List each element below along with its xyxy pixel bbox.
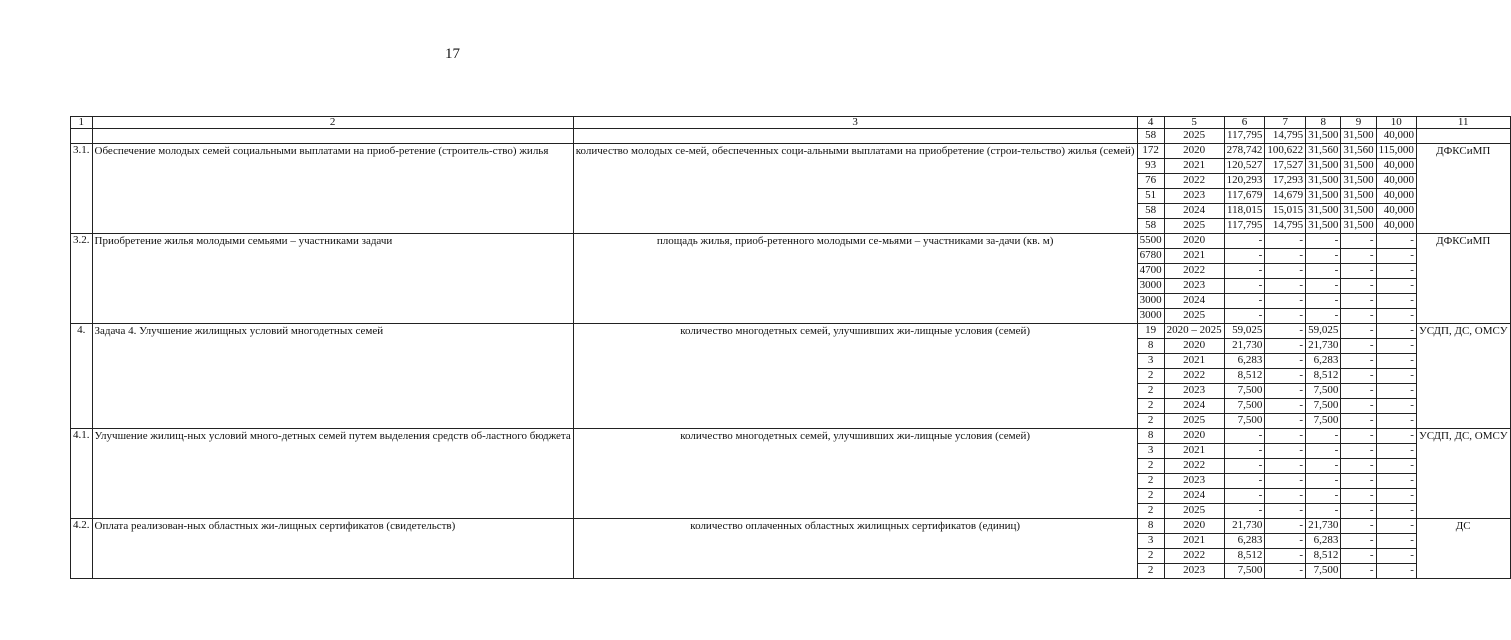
regional-amount: 31,560 (1306, 144, 1341, 159)
indicator-value: 8 (1137, 339, 1164, 354)
indicator-value: 6780 (1137, 249, 1164, 264)
column-header: 7 (1265, 117, 1306, 129)
federal-amount: 14,795 (1265, 129, 1306, 144)
item-index: 4.2. (71, 519, 93, 579)
federal-amount: - (1265, 354, 1306, 369)
year: 2025 (1164, 219, 1224, 234)
total-amount: - (1224, 444, 1265, 459)
regional-amount: 6,283 (1306, 354, 1341, 369)
other-amount: 40,000 (1376, 189, 1416, 204)
total-amount: 120,527 (1224, 159, 1265, 174)
federal-amount: 14,795 (1265, 219, 1306, 234)
federal-amount: - (1265, 444, 1306, 459)
federal-amount: - (1265, 384, 1306, 399)
federal-amount: - (1265, 534, 1306, 549)
regional-amount: - (1306, 279, 1341, 294)
year: 2022 (1164, 264, 1224, 279)
indicator-value: 8 (1137, 519, 1164, 534)
indicator-value: 2 (1137, 489, 1164, 504)
local-amount: - (1341, 504, 1376, 519)
column-header: 6 (1224, 117, 1265, 129)
local-amount: - (1341, 414, 1376, 429)
local-amount: - (1341, 294, 1376, 309)
indicator-value: 3 (1137, 354, 1164, 369)
other-amount: 40,000 (1376, 159, 1416, 174)
regional-amount: 6,283 (1306, 534, 1341, 549)
table-row (71, 519, 1511, 534)
item-index: 3.2. (71, 234, 93, 324)
year: 2023 (1164, 564, 1224, 579)
local-amount: 31,500 (1341, 129, 1376, 144)
other-amount: - (1376, 384, 1416, 399)
indicator-value: 2 (1137, 474, 1164, 489)
other-amount: - (1376, 474, 1416, 489)
total-amount: - (1224, 459, 1265, 474)
indicator-value: 58 (1137, 204, 1164, 219)
local-amount: - (1341, 489, 1376, 504)
other-amount: - (1376, 234, 1416, 249)
total-amount: 7,500 (1224, 399, 1265, 414)
regional-amount: 31,500 (1306, 129, 1341, 144)
local-amount: - (1341, 399, 1376, 414)
year: 2025 (1164, 414, 1224, 429)
local-amount: 31,500 (1341, 159, 1376, 174)
total-amount: 120,293 (1224, 174, 1265, 189)
total-amount: - (1224, 474, 1265, 489)
regional-amount: 7,500 (1306, 399, 1341, 414)
carry-desc-cell (92, 129, 573, 144)
carry-over-row (71, 129, 1511, 144)
federal-amount: - (1265, 414, 1306, 429)
other-amount: - (1376, 444, 1416, 459)
item-description: Задача 4. Улучшение жилищных условий многодетных семей (92, 324, 573, 429)
regional-amount: 31,500 (1306, 219, 1341, 234)
indicator-value: 76 (1137, 174, 1164, 189)
federal-amount: - (1265, 309, 1306, 324)
other-amount: - (1376, 279, 1416, 294)
year: 2025 (1164, 504, 1224, 519)
total-amount: 118,015 (1224, 204, 1265, 219)
total-amount: 7,500 (1224, 564, 1265, 579)
total-amount: - (1224, 279, 1265, 294)
other-amount: - (1376, 369, 1416, 384)
total-amount: 8,512 (1224, 549, 1265, 564)
column-header: 10 (1376, 117, 1416, 129)
indicator-value: 4700 (1137, 264, 1164, 279)
program-indicators-table (70, 116, 1511, 579)
local-amount: 31,500 (1341, 174, 1376, 189)
federal-amount: 14,679 (1265, 189, 1306, 204)
federal-amount: - (1265, 324, 1306, 339)
year: 2023 (1164, 189, 1224, 204)
indicator-value: 8 (1137, 429, 1164, 444)
total-amount: - (1224, 294, 1265, 309)
indicator-value: 19 (1137, 324, 1164, 339)
column-header: 5 (1164, 117, 1224, 129)
federal-amount: - (1265, 429, 1306, 444)
local-amount: - (1341, 234, 1376, 249)
other-amount: - (1376, 414, 1416, 429)
year: 2024 (1164, 399, 1224, 414)
item-index: 4. (71, 324, 93, 429)
regional-amount: 7,500 (1306, 414, 1341, 429)
federal-amount: 17,293 (1265, 174, 1306, 189)
local-amount: - (1341, 279, 1376, 294)
federal-amount: - (1265, 399, 1306, 414)
local-amount: - (1341, 429, 1376, 444)
local-amount: 31,500 (1341, 189, 1376, 204)
federal-amount: 17,527 (1265, 159, 1306, 174)
total-amount: 7,500 (1224, 414, 1265, 429)
total-amount: 6,283 (1224, 534, 1265, 549)
other-amount: - (1376, 459, 1416, 474)
year: 2020 (1164, 519, 1224, 534)
total-amount: 278,742 (1224, 144, 1265, 159)
local-amount: - (1341, 339, 1376, 354)
item-description: Приобретение жилья молодыми семьями – участниками задачи (92, 234, 573, 324)
item-index: 4.1. (71, 429, 93, 519)
regional-amount: 21,730 (1306, 339, 1341, 354)
regional-amount: - (1306, 429, 1341, 444)
indicator-value: 2 (1137, 459, 1164, 474)
year: 2020 (1164, 144, 1224, 159)
other-amount: 40,000 (1376, 129, 1416, 144)
local-amount: - (1341, 519, 1376, 534)
other-amount: - (1376, 354, 1416, 369)
regional-amount: - (1306, 294, 1341, 309)
indicator-value: 3000 (1137, 279, 1164, 294)
indicator-value: 2 (1137, 399, 1164, 414)
year: 2022 (1164, 549, 1224, 564)
year: 2021 (1164, 444, 1224, 459)
total-amount: 117,679 (1224, 189, 1265, 204)
other-amount: 115,000 (1376, 144, 1416, 159)
year: 2021 (1164, 534, 1224, 549)
indicator-value: 2 (1137, 414, 1164, 429)
regional-amount: - (1306, 234, 1341, 249)
responsible-executor: УСДП, ДС, ОМСУ (1416, 324, 1510, 429)
carry-unit-cell (573, 129, 1137, 144)
federal-amount: - (1265, 519, 1306, 534)
other-amount: - (1376, 249, 1416, 264)
local-amount: - (1341, 264, 1376, 279)
regional-amount: 31,500 (1306, 174, 1341, 189)
other-amount: - (1376, 489, 1416, 504)
local-amount: - (1341, 459, 1376, 474)
local-amount: - (1341, 564, 1376, 579)
responsible-executor: ДФКСиМП (1416, 234, 1510, 324)
indicator-value: 58 (1137, 219, 1164, 234)
regional-amount: 8,512 (1306, 549, 1341, 564)
federal-amount: - (1265, 279, 1306, 294)
year: 2024 (1164, 489, 1224, 504)
regional-amount: 59,025 (1306, 324, 1341, 339)
year: 2020 (1164, 339, 1224, 354)
indicator-unit: количество оплаченных областных жилищных сертификатов (единиц) (573, 519, 1137, 579)
total-amount: 7,500 (1224, 384, 1265, 399)
item-description: Улучшение жилищ-ных условий много-детных семей путем выделения средств об-ластного бюджета (92, 429, 573, 519)
regional-amount: - (1306, 489, 1341, 504)
indicator-unit: количество многодетных семей, улучшивших жи-лищные условия (семей) (573, 429, 1137, 519)
column-header: 8 (1306, 117, 1341, 129)
federal-amount: - (1265, 234, 1306, 249)
federal-amount: - (1265, 369, 1306, 384)
regional-amount: - (1306, 264, 1341, 279)
table-row (71, 429, 1511, 444)
other-amount: - (1376, 399, 1416, 414)
other-amount: 40,000 (1376, 219, 1416, 234)
indicator-value: 2 (1137, 369, 1164, 384)
year: 2021 (1164, 354, 1224, 369)
table-body (71, 117, 1511, 579)
indicator-unit: площадь жилья, приоб-ретенного молодыми се-мьями – участниками за-дачи (кв. м) (573, 234, 1137, 324)
total-amount: 59,025 (1224, 324, 1265, 339)
local-amount: - (1341, 534, 1376, 549)
local-amount: - (1341, 444, 1376, 459)
federal-amount: - (1265, 474, 1306, 489)
other-amount: - (1376, 324, 1416, 339)
regional-amount: - (1306, 249, 1341, 264)
indicator-value: 2 (1137, 384, 1164, 399)
federal-amount: - (1265, 294, 1306, 309)
other-amount: - (1376, 429, 1416, 444)
federal-amount: - (1265, 264, 1306, 279)
other-amount: - (1376, 549, 1416, 564)
year: 2023 (1164, 384, 1224, 399)
year: 2022 (1164, 174, 1224, 189)
regional-amount: - (1306, 444, 1341, 459)
column-header: 3 (573, 117, 1137, 129)
regional-amount: - (1306, 309, 1341, 324)
local-amount: - (1341, 549, 1376, 564)
local-amount: - (1341, 324, 1376, 339)
indicator-value: 93 (1137, 159, 1164, 174)
total-amount: - (1224, 264, 1265, 279)
indicator-value: 3 (1137, 444, 1164, 459)
federal-amount: - (1265, 504, 1306, 519)
responsible-executor: УСДП, ДС, ОМСУ (1416, 429, 1510, 519)
responsible-executor: ДС (1416, 519, 1510, 579)
responsible-executor: ДФКСиМП (1416, 144, 1510, 234)
year: 2020 – 2025 (1164, 324, 1224, 339)
indicator-value: 2 (1137, 564, 1164, 579)
total-amount: - (1224, 489, 1265, 504)
carry-index-cell (71, 129, 93, 144)
total-amount: - (1224, 309, 1265, 324)
local-amount: 31,500 (1341, 219, 1376, 234)
federal-amount: - (1265, 564, 1306, 579)
indicator-value: 5500 (1137, 234, 1164, 249)
other-amount: 40,000 (1376, 174, 1416, 189)
other-amount: - (1376, 264, 1416, 279)
other-amount: - (1376, 504, 1416, 519)
column-header: 2 (92, 117, 573, 129)
total-amount: 21,730 (1224, 339, 1265, 354)
regional-amount: 31,500 (1306, 159, 1341, 174)
item-description: Оплата реализован-ных областных жи-лищных сертификатов (свидетельств) (92, 519, 573, 579)
federal-amount: - (1265, 459, 1306, 474)
table-row (71, 324, 1511, 339)
total-amount: 21,730 (1224, 519, 1265, 534)
carry-exec-cell (1416, 129, 1510, 144)
column-header: 9 (1341, 117, 1376, 129)
other-amount: - (1376, 519, 1416, 534)
year: 2022 (1164, 459, 1224, 474)
regional-amount: - (1306, 459, 1341, 474)
other-amount: 40,000 (1376, 204, 1416, 219)
year: 2024 (1164, 204, 1224, 219)
federal-amount: - (1265, 339, 1306, 354)
total-amount: - (1224, 429, 1265, 444)
column-header: 1 (71, 117, 93, 129)
local-amount: - (1341, 384, 1376, 399)
year: 2020 (1164, 234, 1224, 249)
other-amount: - (1376, 564, 1416, 579)
regional-amount: 7,500 (1306, 564, 1341, 579)
total-amount: 117,795 (1224, 129, 1265, 144)
federal-amount: 15,015 (1265, 204, 1306, 219)
page-number: 17 (445, 46, 460, 62)
regional-amount: - (1306, 474, 1341, 489)
local-amount: - (1341, 354, 1376, 369)
column-header: 4 (1137, 117, 1164, 129)
table-row (71, 144, 1511, 159)
column-header: 11 (1416, 117, 1510, 129)
item-index: 3.1. (71, 144, 93, 234)
indicator-value: 58 (1137, 129, 1164, 144)
year: 2023 (1164, 279, 1224, 294)
table-row (71, 234, 1511, 249)
regional-amount: 7,500 (1306, 384, 1341, 399)
federal-amount: - (1265, 249, 1306, 264)
federal-amount: 100,622 (1265, 144, 1306, 159)
indicator-unit: количество молодых се-мей, обеспеченных соци-альными выплатами на приобретение (строи-тельство) жилья (семей) (573, 144, 1137, 234)
other-amount: - (1376, 534, 1416, 549)
year: 2021 (1164, 159, 1224, 174)
regional-amount: 31,500 (1306, 204, 1341, 219)
indicator-value: 3000 (1137, 294, 1164, 309)
regional-amount: - (1306, 504, 1341, 519)
local-amount: - (1341, 249, 1376, 264)
item-description: Обеспечение молодых семей социальными выплатами на приоб-ретение (строитель-ство) жилья (92, 144, 573, 234)
total-amount: 6,283 (1224, 354, 1265, 369)
year: 2022 (1164, 369, 1224, 384)
indicator-value: 3 (1137, 534, 1164, 549)
indicator-value: 51 (1137, 189, 1164, 204)
regional-amount: 31,500 (1306, 189, 1341, 204)
other-amount: - (1376, 309, 1416, 324)
local-amount: - (1341, 369, 1376, 384)
year: 2021 (1164, 249, 1224, 264)
indicator-value: 172 (1137, 144, 1164, 159)
local-amount: 31,560 (1341, 144, 1376, 159)
federal-amount: - (1265, 489, 1306, 504)
year: 2025 (1164, 309, 1224, 324)
year: 2023 (1164, 474, 1224, 489)
year: 2020 (1164, 429, 1224, 444)
regional-amount: 8,512 (1306, 369, 1341, 384)
year: 2024 (1164, 294, 1224, 309)
local-amount: - (1341, 309, 1376, 324)
indicator-value: 2 (1137, 549, 1164, 564)
local-amount: - (1341, 474, 1376, 489)
header-row (71, 117, 1511, 129)
year: 2025 (1164, 129, 1224, 144)
indicator-value: 2 (1137, 504, 1164, 519)
other-amount: - (1376, 294, 1416, 309)
other-amount: - (1376, 339, 1416, 354)
indicator-unit: количество многодетных семей, улучшивших жи-лищные условия (семей) (573, 324, 1137, 429)
total-amount: - (1224, 234, 1265, 249)
indicator-value: 3000 (1137, 309, 1164, 324)
local-amount: 31,500 (1341, 204, 1376, 219)
federal-amount: - (1265, 549, 1306, 564)
total-amount: - (1224, 504, 1265, 519)
total-amount: - (1224, 249, 1265, 264)
total-amount: 8,512 (1224, 369, 1265, 384)
regional-amount: 21,730 (1306, 519, 1341, 534)
total-amount: 117,795 (1224, 219, 1265, 234)
